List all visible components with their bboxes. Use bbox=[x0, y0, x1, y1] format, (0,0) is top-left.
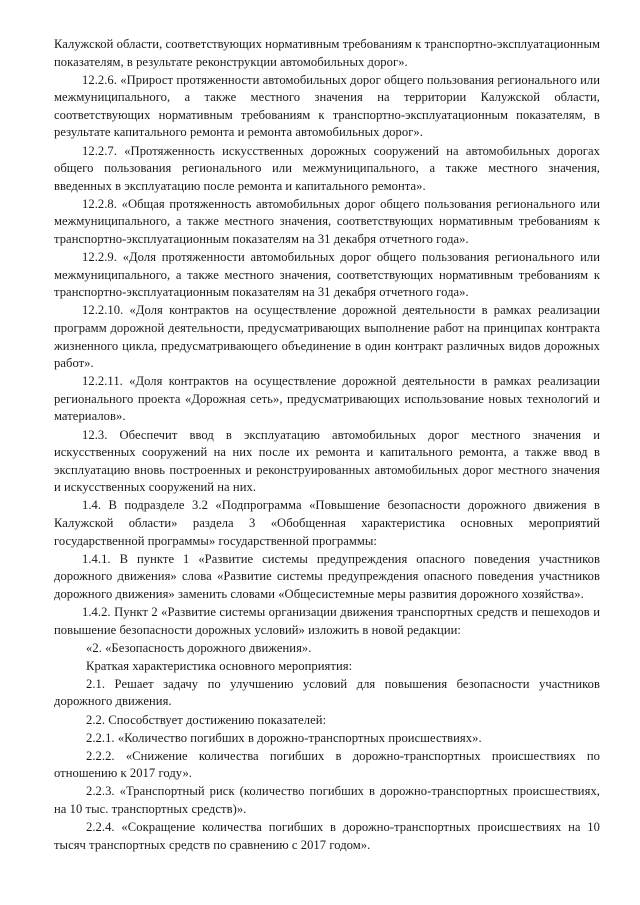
paragraph: 1.4.1. В пункте 1 «Развитие системы предупреждения опасного поведения участников дорожного движения» слова «Развитие системы предупреждения опасного поведения участников дорожного движения» заменить словами «Общесистемные меры развития дорожного хозяйства». bbox=[54, 551, 600, 601]
paragraph: 2.2.3. «Транспортный риск (количество погибших в дорожно-транспортных происшествиях, на 10 тыс. транспортных средств)». bbox=[54, 784, 600, 817]
paragraph: 12.2.6. «Прирост протяженности автомобильных дорог общего пользования регионального или межмуниципального, а также местного значения на территории Калужской области, соответствующих нормативным требованиям к транспортно-эксплуатационным показателям, в результате капитального ремонта и ремонта автомобильных дорог». bbox=[54, 72, 600, 140]
paragraph: 2.2.2. «Снижение количества погибших в дорожно-транспортных происшествиях по отношению к 2017 году». bbox=[54, 748, 600, 781]
paragraph: 12.2.11. «Доля контрактов на осуществление дорожной деятельности в рамках реализации регионального проекта «Дорожная сеть», предусматривающих использование новых технологий и материалов». bbox=[54, 374, 600, 424]
paragraph: 12.2.7. «Протяженность искусственных дорожных сооружений на автомобильных дорогах общего пользования регионального или межмуниципального, а также местного значения, введенных в эксплуатацию после ремонта и капитального ремонта». bbox=[54, 143, 600, 193]
paragraph: 2.2.4. «Сокращение количества погибших в дорожно-транспортных происшествиях на 10 тысяч транспортных средств по сравнению с 2017 годом». bbox=[54, 820, 600, 852]
paragraph: 1.4.2. Пункт 2 «Развитие системы организации движения транспортных средств и пешеходов и повышение безопасности дорожных условий» изложить в новой редакции: bbox=[54, 605, 600, 637]
paragraph: 12.2.8. «Общая протяженность автомобильных дорог общего пользования регионального или межмуниципального, а также местного значения, соответствующих нормативным требованиям к транспортно-эксплуатационным показателям на 31 декабря отчетного года». bbox=[54, 196, 600, 247]
paragraph: 12.2.10. «Доля контрактов на осуществление дорожной деятельности в рамках реализации программ дорожной деятельности, предусматривающих выполнение работ на принципах контракта жизненного цикла, предусматривающего объединение в один контракт различных видов дорожных работ». bbox=[54, 303, 600, 371]
paragraph: «2. «Безопасность дорожного движения». bbox=[86, 640, 312, 655]
paragraph: 2.2.1. «Количество погибших в дорожно-транспортных происшествиях». bbox=[86, 730, 482, 745]
paragraph: 2.1. Решает задачу по улучшению условий для повышения безопасности участников дорожного движения. bbox=[54, 676, 600, 709]
paragraph: 2.2. Способствует достижению показателей: bbox=[86, 712, 327, 727]
paragraph: 12.2.9. «Доля протяженности автомобильных дорог общего пользования регионального или межмуниципального, а также местного значения, соответствующих нормативным требованиям к транспортно-эксплуатационным показателям на 31 декабря отчетного года». bbox=[54, 250, 600, 300]
paragraph: Краткая характеристика основного мероприятия: bbox=[86, 658, 353, 673]
paragraph: 12.3. Обеспечит ввод в эксплуатацию автомобильных дорог местного значения и искусственных сооружений на них после их ремонта и капитального ремонта, а также ввод в эксплуатацию вновь построенных и реконструированных автомобильных дорог местного значения и искусственных сооружений на них. bbox=[54, 427, 600, 495]
paragraph: 1.4. В подразделе 3.2 «Подпрограмма «Повышение безопасности дорожного движения в Калужской области» раздела 3 «Обобщенная характеристика основных мероприятий государственной программы» государственной программы: bbox=[54, 498, 600, 548]
paragraph: Калужской области, соответствующих нормативным требованиям к транспортно-эксплуатационным показателям, в результате реконструкции автомобильных дорог». bbox=[54, 37, 600, 69]
